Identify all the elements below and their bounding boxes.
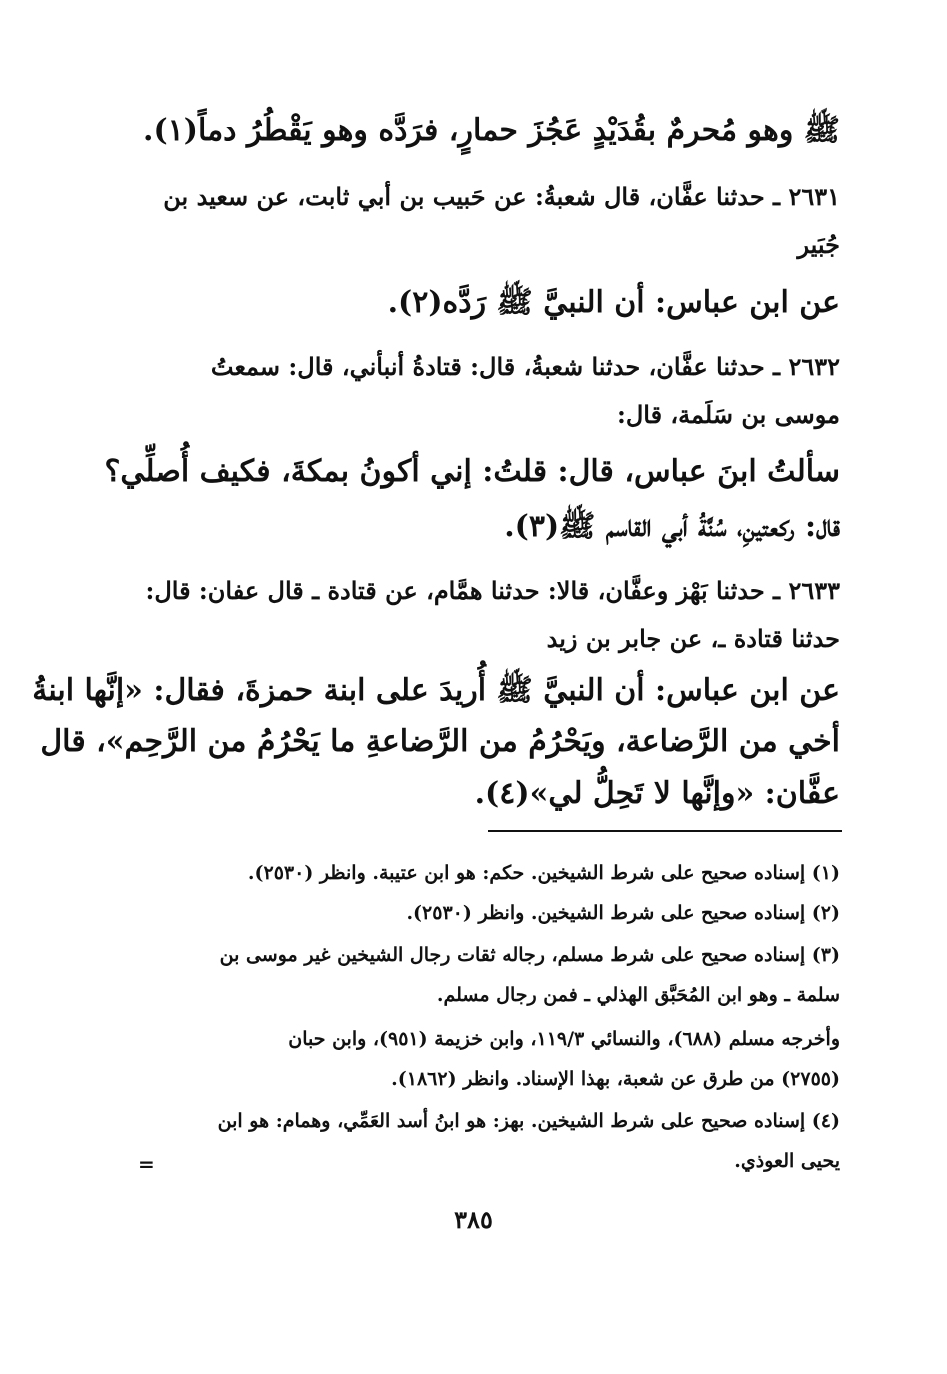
- footnote-3-sources: وأخرجه مسلم (٦٨٨)، والنسائي ١١٩/٣، وابن خزيمة (٩٥١)، وابن حبان: [288, 1028, 840, 1050]
- footnote-3-cont: سلمة ـ وهو ابن المُحَبَّق الهذلي ـ فمن رجال مسلم.: [436, 984, 840, 1006]
- footnote-4-cont: يحيى العوذي.: [734, 1150, 840, 1172]
- hadith-2633-isnad: ٢٦٣٣ ـ حدثنا بَهْز وعفَّان، قالا: حدثنا همَّام، عن قتادة ـ قال عفان: قال:: [145, 576, 840, 605]
- footnote-1: (١) إسناده صحيح على شرط الشيخين. حكم: هو ابن عتيبة. وانظر (٢٥٣٠).: [247, 862, 840, 884]
- footnote-2: (٢) إسناده صحيح على شرط الشيخين. وانظر (٢٥٣٠).: [406, 902, 840, 924]
- hadith-2632-isnad-cont: موسى بن سَلَمة، قال:: [616, 400, 840, 429]
- footnote-3-sources-cont: (٢٧٥٥) من طرق عن شعبة، بهذا الإسناد. وانظر (١٨٦٢).: [391, 1068, 840, 1090]
- hadith-2632-isnad: ٢٦٣٢ ـ حدثنا عفَّان، حدثنا شعبةُ، قال: قتادةُ أنبأني، قال: سمعتُ: [210, 352, 840, 381]
- hadith-2632-matn-cont: قال: ركعتينِ، سُنَّةُ أبي القاسم ﷺ(٣).: [504, 509, 840, 544]
- footnote-3: (٣) إسناده صحيح على شرط مسلم، رجاله ثقات رجال الشيخين غير موسى بن: [219, 944, 840, 966]
- footnote-separator: [488, 830, 842, 832]
- text-line: ﷺ وهو مُحرمٌ بقُدَيْدٍ عَجُزَ حمارٍ، فرَدَّه وهو يَقْطُرُ دماً(١).: [143, 113, 840, 148]
- page-number: ٣٨٥: [454, 1205, 493, 1234]
- hadith-2633-isnad-cont: حدثنا قتادة ـ، عن جابر بن زيد: [546, 624, 840, 653]
- hadith-2633-matn-end: عفَّان: «وإنَّها لا تَحِلُّ لي»(٤).: [474, 776, 840, 811]
- hadith-2632-matn: سألتُ ابنَ عباس، قال: قلتُ: إني أكونُ بمكةَ، فكيف أُصلِّي؟: [104, 454, 840, 489]
- footnote-4: (٤) إسناده صحيح على شرط الشيخين. بهز: هو ابنُ أسد العَمِّي، وهمام: هو ابن: [217, 1110, 840, 1132]
- hadith-2633-matn: عن ابن عباس: أن النبيَّ ﷺ أُريدَ على ابنة حمزةَ، فقال: «إنَّها ابنةُ: [32, 673, 840, 708]
- hadith-2633-matn-cont: أخي من الرَّضاعة، ويَحْرُمُ من الرَّضاعةِ ما يَحْرُمُ من الرَّحِم»، قال: [40, 724, 840, 759]
- continuation-mark: =: [138, 1152, 155, 1176]
- hadith-2631-isnad: ٢٦٣١ ـ حدثنا عفَّان، قال شعبةُ: عن حَبيب بن أبي ثابت، عن سعيد بن: [163, 182, 840, 211]
- hadith-2631-matn: عن ابن عباس: أن النبيَّ ﷺ رَدَّه(٢).: [387, 285, 840, 320]
- hadith-2631-isnad-cont: جُبَير: [797, 230, 840, 259]
